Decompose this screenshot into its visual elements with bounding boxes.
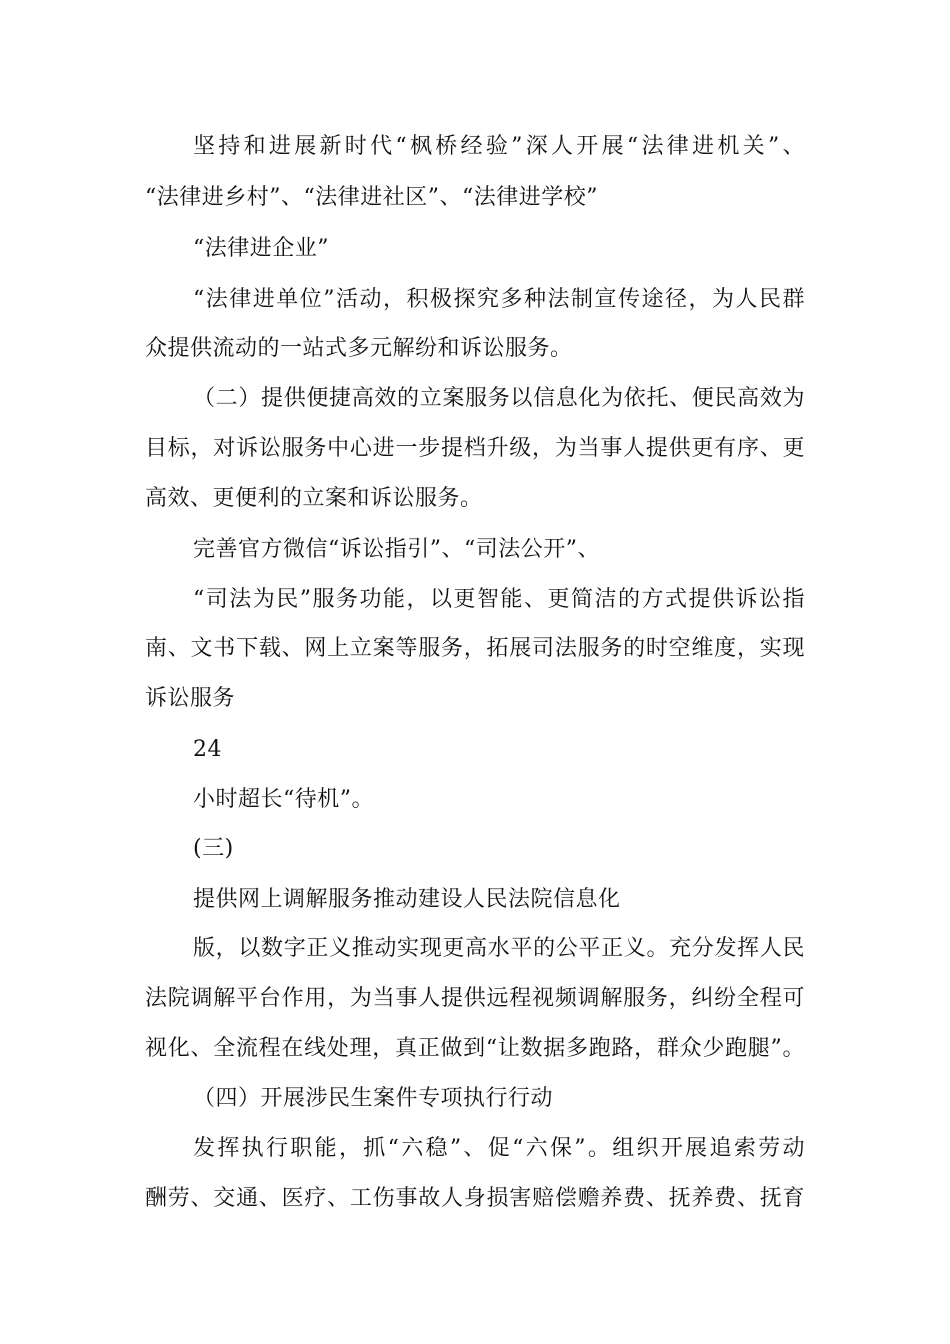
text-line: 完善官方微信“诉讼指引”、“司法公开”、 — [193, 537, 600, 562]
text-line: 目标，对诉讼服务中心进一步提档升级，为当事人提供更有序、更 — [145, 436, 805, 461]
text-line: 视化、全流程在线处理，真正做到“让数据多跑路，群众少跑腿”。 — [145, 1036, 805, 1061]
text-line: “法律进乡村”、“法律进社区”、“法律进学校” — [145, 185, 598, 210]
text-line: 众提供流动的一站式多元解纷和诉讼服务。 — [145, 336, 573, 361]
text-line: （二）提供便捷高效的立案服务以信息化为依托、便民高效为 — [193, 386, 805, 411]
text-line: 高效、更便利的立案和诉讼服务。 — [145, 486, 483, 511]
text-line: “司法为民”服务功能，以更智能、更简洁的方式提供诉讼指 — [193, 587, 805, 612]
text-line: 酬劳、交通、医疗、工伤事故人身损害赔偿赡养费、抚养费、抚育 — [145, 1186, 805, 1211]
section-heading: （四）开展涉民生案件专项执行行动 — [193, 1086, 554, 1111]
page-number-inline: 24 — [193, 737, 222, 762]
section-heading: (三) — [193, 836, 234, 861]
text-line: 坚持和进展新时代“枫桥经验”深人开展“法律进机关”、 — [193, 134, 805, 159]
text-line: 提供网上调解服务推动建设人民法院信息化 — [193, 887, 621, 912]
text-line: 法院调解平台作用，为当事人提供远程视频调解服务，纠纷全程可 — [145, 986, 805, 1011]
text-line: 诉讼服务 — [145, 686, 236, 711]
text-line: “法律进单位”活动，积极探究多种法制宣传途径，为人民群 — [193, 287, 805, 312]
text-line: “法律进企业” — [193, 236, 329, 261]
text-line: 小时超长“待机”。 — [193, 787, 374, 812]
text-line: 南、文书下载、网上立案等服务，拓展司法服务的时空维度，实现 — [145, 636, 805, 661]
text-line: 发挥执行职能，抓“六稳”、促“六保”。组织开展追索劳动 — [193, 1136, 805, 1161]
text-line: 版，以数字正义推动实现更高水平的公平正义。充分发挥人民 — [193, 936, 805, 961]
